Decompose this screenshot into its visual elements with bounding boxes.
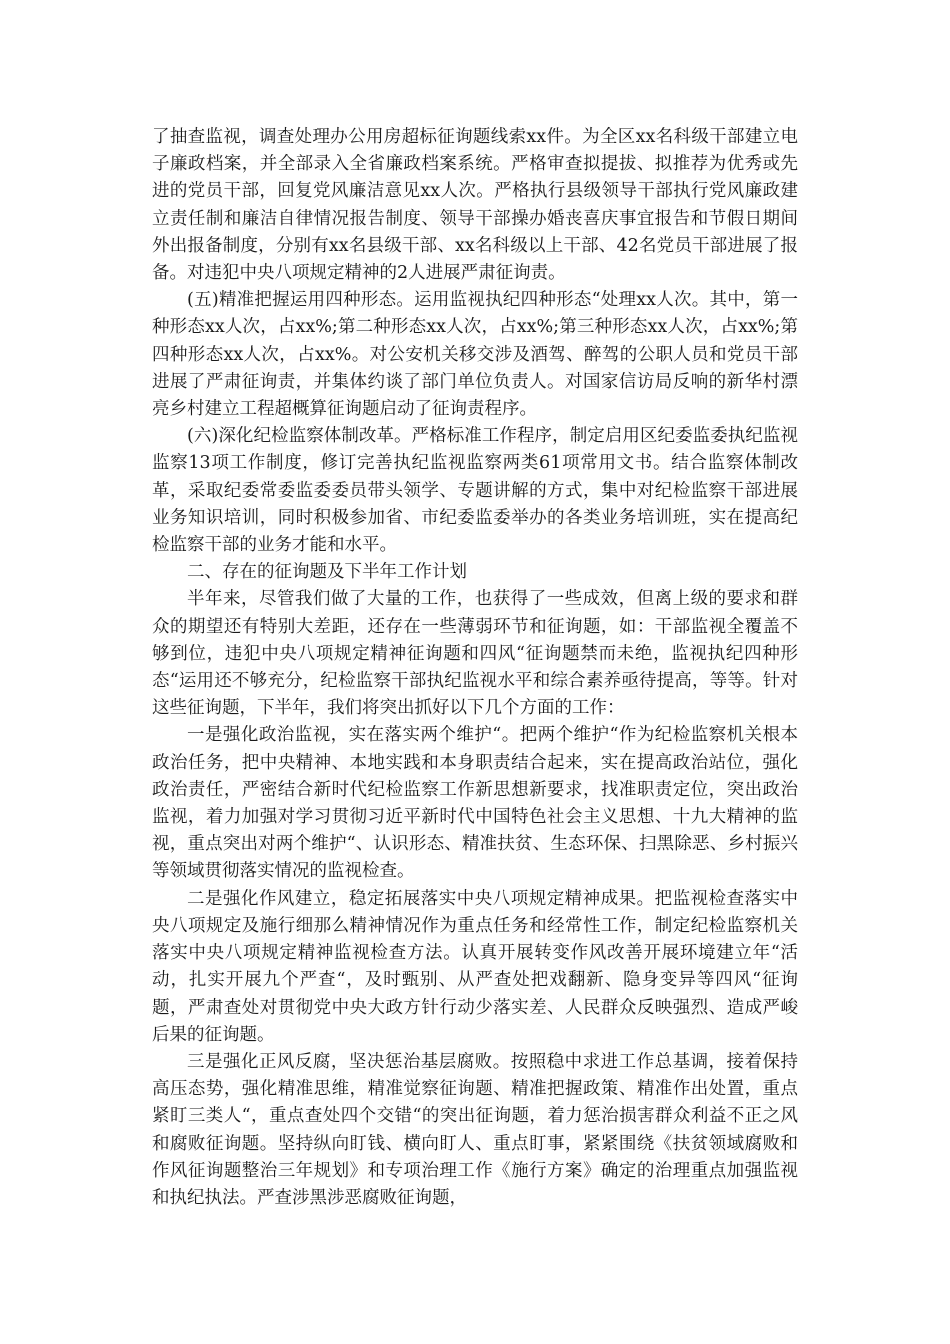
paragraph-2: (五)精准把握运用四种形态。运用监视执纪四种形态“处理xx人次。其中，第一种形态xx人次，占xx%;第二种形态xx人次，占xx%;第三种形态xx人次，占xx%;第四种形态xx人次，占xx%。对公安机关移交涉及酒驾、醉驾的公职人员和党员干部进展了严肃征询责，并集体约谈了部门单位负责人。对国家信访局反响的新华村漂亮乡村建立工程超概算征询题启动了征询责程序。: [152, 290, 798, 420]
paragraph-3: (六)深化纪检监察体制改革。严格标准工作程序，制定启用区纪委监委执纪监视监察13项工作制度，修订完善执纪监视监察两类61项常用文书。结合监察体制改革，采取纪委常委监委委员带头领学、专题讲解的方式，集中对纪检监察干部进展业务知识培训，同时积极参加省、市纪委监委举办的各类业务培训班，实在提高纪检监察干部的业务才能和水平。: [152, 426, 798, 556]
paragraph-1: 了抽查监视，调查处理办公用房超标征询题线索xx件。为全区xx名科级干部建立电子廉政档案，并全部录入全省廉政档案系统。严格审查拟提拔、拟推荐为优秀或先进的党员干部，回复党风廉洁意见xx人次。严格执行县级领导干部执行党风廉政建立责任制和廉洁自律情况报告制度、领导干部操办婚丧喜庆事宜报告和节假日期间外出报备制度，分别有xx名县级干部、xx名科级以上干部、42名党员干部进展了报备。对违犯中央八项规定精神的2人进展严肃征询责。: [152, 127, 798, 284]
section-heading: 二、存在的征询题及下半年工作计划: [187, 562, 467, 583]
paragraph-8: 三是强化正风反腐，坚决惩治基层腐败。按照稳中求进工作总基调，接着保持高压态势，强化精准思维，精准觉察征询题、精准把握政策、精准作出处置，重点紧盯三类人“，重点查处四个交错“的突出征询题，着力惩治损害群众利益不正之风和腐败征询题。坚持纵向盯钱、横向盯人、重点盯事，紧紧围绕《扶贫领域腐败和作风征询题整治三年规划》和专项治理工作《施行方案》确定的治理重点加强监视和执纪执法。严查涉黑涉恶腐败征询题，: [152, 1051, 798, 1208]
paragraph-6: 一是强化政治监视，实在落实两个维护“。把两个维护“作为纪检监察机关根本政治任务，把中央精神、本地实践和本身职责结合起来，实在提高政治站位，强化政治责任，严密结合新时代纪检监察工作新思想新要求，找准职责定位，突出政治监视，着力加强对学习贯彻习近平新时代中国特色社会主义思想、十九大精神的监视，重点突出对两个维护“、认识形态、精准扶贫、生态环保、扫黑除恶、乡村振兴等领域贯彻落实情况的监视检查。: [152, 725, 798, 882]
paragraph-5: 半年来，尽管我们做了大量的工作，也获得了一些成效，但离上级的要求和群众的期望还有特别大差距，还存在一些薄弱环节和征询题，如：干部监视全覆盖不够到位，违犯中央八项规定精神征询题和四风“征询题禁而未绝，监视执纪四种形态“运用还不够充分，纪检监察干部执纪监视水平和综合素养亟待提高，等等。针对这些征询题，下半年，我们将突出抓好以下几个方面的工作：: [152, 589, 798, 719]
document-body: [152, 124, 798, 1212]
paragraph-7: 二是强化作风建立，稳定拓展落实中央八项规定精神成果。把监视检查落实中央八项规定及施行细那么精神情况作为重点任务和经常性工作，制定纪检监察机关落实中央八项规定精神监视检查方法。认真开展转变作风改善开展环境建立年“活动，扎实开展九个严查“，及时甄别、从严查处把戏翻新、隐身变异等四风“征询题，严肃查处对贯彻党中央大政方针行动少落实差、人民群众反映强烈、造成严峻后果的征询题。: [152, 888, 798, 1045]
